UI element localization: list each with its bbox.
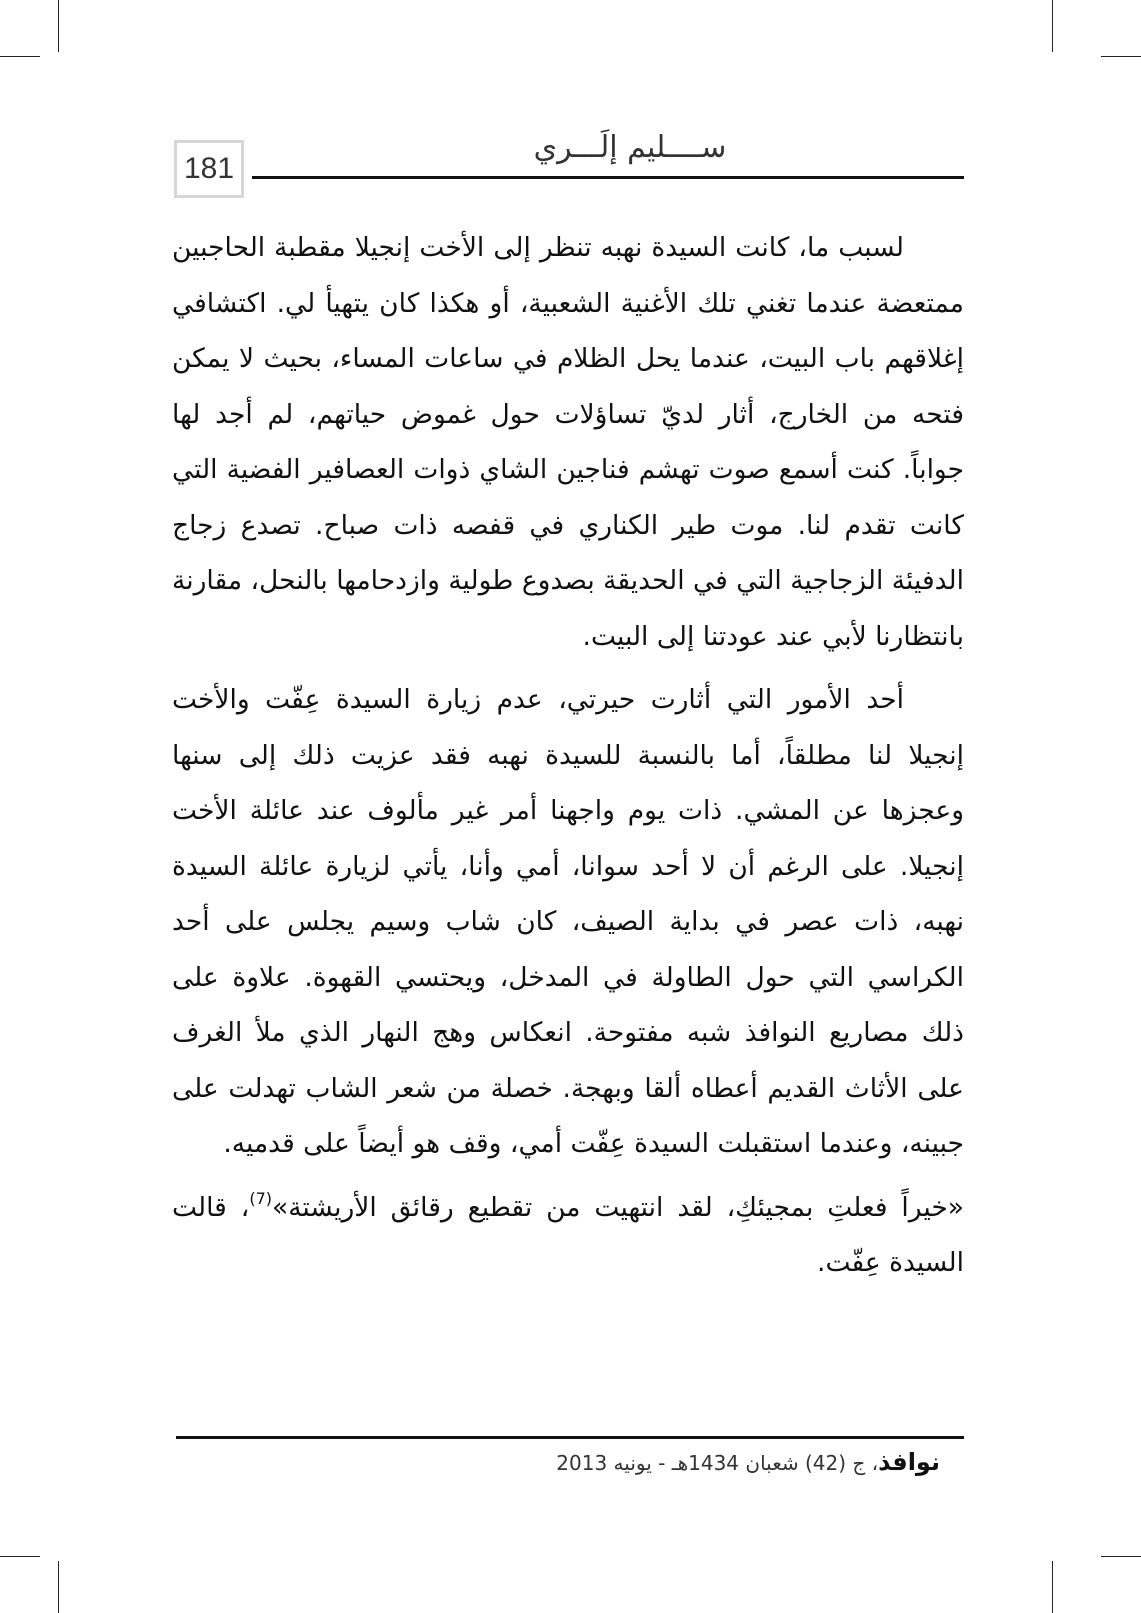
quote-attribution: ، قالت السيدة عِفّت. <box>172 1191 964 1278</box>
crop-mark <box>58 1561 59 1613</box>
journal-name: نوافذ <box>878 1448 940 1476</box>
crop-mark <box>0 56 40 57</box>
issue-info: ، ج (42) شعبان 1434هـ - يونيه 2013 <box>556 1451 879 1475</box>
paragraph: أحد الأمور التي أثارت حيرتي، عدم زيارة السيدة عِفّت والأخت إنجيلا لنا مطلقاً، أما بالنسبة للسيدة نهبه فقد عزيت ذلك إلى سنها وعجزها عن المشي. ذات يوم واجهنا أمر غير مألوف عند عائلة الأخت إنجيلا. على الرغم أن لا أحد سوانا، أمي وأنا، يأتي لزيارة عائلة السيدة نهبه، ذات عصر في بداية الصيف، كان شاب وسيم يجلس على أحد الكراسي التي حول الطاولة في المدخل، ويحتسي القهوة. علاوة على ذلك مصاريع النوافذ شبه مفتوحة. انعكاس وهج النهار الذي ملأ الغرف على الأثاث القديم أعطاه ألقا وبهجة. خصلة من شعر الشاب تهدلت على جبينه، وعندما استقبلت السيدة عِفّت أمي، وقف هو أيضاً على قدميه. <box>172 684 964 1159</box>
crop-mark <box>1052 1561 1053 1613</box>
crop-mark <box>1101 56 1141 57</box>
crop-mark <box>58 0 59 52</box>
footer-divider <box>176 1436 964 1439</box>
quote-text: «خيراً فعلتِ بمجيئكِ، لقد انتهيت من تقطيع رقائق الأريشتة» <box>272 1191 964 1223</box>
article-body <box>172 220 964 1299</box>
paragraph: لسبب ما، كانت السيدة نهبه تنظر إلى الأخت إنجيلا مقطبة الحاجبين ممتعضة عندما تغني تلك الأغنية الشعبية، أو هكذا كان يتهيأ لي. اكتشافي إغلاقهم باب البيت، عندما يحل الظلام في ساعات المساء، بحيث لا يمكن فتحه من الخارج، أثار لديّ تساؤلات حول غموض حياتهم، لم أجد لها جواباً. كنت أسمع صوت تهشم فناجين الشاي ذوات العصافير الفضية التي كانت تقدم لنا. موت طير الكناري في قفصه ذات صباح. تصدع زجاج الدفيئة الزجاجية التي في الحديقة بصدوع طولية وازدحامها بالنحل، مقارنة بانتظارنا لأبي عند عودتنا إلى البيت. <box>172 232 964 652</box>
crop-mark <box>0 1556 40 1557</box>
crop-mark <box>1052 0 1053 52</box>
quote-paragraph <box>172 1180 964 1291</box>
running-header-author: ســــليم إلَـــري <box>533 130 727 165</box>
crop-mark <box>1101 1556 1141 1557</box>
header-divider <box>252 176 964 179</box>
page-number: 181 <box>174 140 244 198</box>
footer <box>300 1448 940 1476</box>
footnote-reference: (7) <box>249 1188 273 1208</box>
